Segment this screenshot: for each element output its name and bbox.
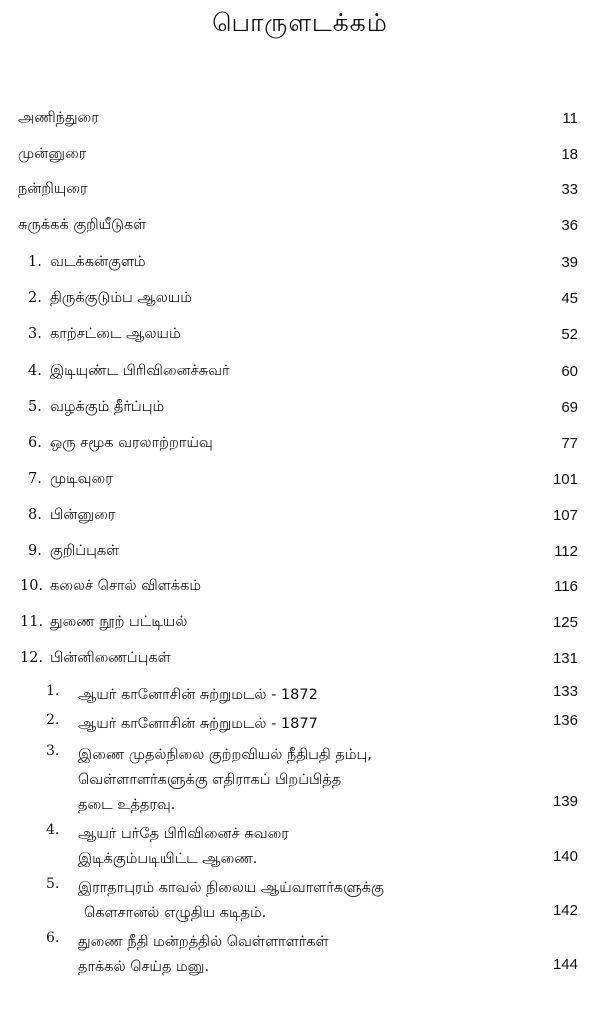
entry-label: வடக்கன்குளம் xyxy=(50,254,146,270)
page-title: பொருளடக்கம் xyxy=(212,8,388,37)
entry-number: 9. xyxy=(28,543,42,559)
appendix-label xyxy=(78,876,384,926)
entry-page: 36 xyxy=(561,217,578,234)
appendix-page: 140 xyxy=(552,848,578,865)
appendix-label xyxy=(78,743,372,818)
appendix-number: 3. xyxy=(46,743,60,759)
appendix-line: கௌசானல் எழுதிய கடிதம். xyxy=(84,905,267,921)
entry-label: நன்றியுரை xyxy=(18,181,88,197)
appendix-line: இணை முதல்நிலை குற்றவியல் நீதிபதி தம்பு, xyxy=(78,747,372,763)
entry-number: 1. xyxy=(28,254,42,270)
appendix-label xyxy=(78,712,318,737)
appendix-line: தடை உத்தரவு. xyxy=(78,797,176,813)
entry-number: 8. xyxy=(28,507,42,523)
appendix-line: ஆயர் கானோசின் சுற்றுமடல் - 1877 xyxy=(78,716,318,732)
entry-number: 10. xyxy=(20,578,44,594)
entry-number: 12. xyxy=(20,650,44,666)
entry-label: முடிவுரை xyxy=(50,471,113,487)
appendix-number: 6. xyxy=(46,930,60,946)
entry-number: 11. xyxy=(20,614,44,630)
entry-number: 7. xyxy=(28,471,42,487)
appendix-page: 136 xyxy=(552,712,578,729)
entry-page: 107 xyxy=(552,507,578,524)
entry-page: 116 xyxy=(554,578,578,595)
entry-number: 5. xyxy=(28,399,42,415)
appendix-label xyxy=(78,683,318,708)
entry-page: 33 xyxy=(561,181,578,198)
entry-number: 6. xyxy=(28,435,42,451)
entry-label: பின்னிணைப்புகள் xyxy=(50,650,171,666)
entry-label: வழக்கும் தீர்ப்பும் xyxy=(50,399,165,415)
entry-number: 3. xyxy=(28,326,42,342)
appendix-line: இடிக்கும்படியிட்ட ஆணை. xyxy=(78,851,258,867)
entry-number: 4. xyxy=(28,363,42,379)
entry-page: 131 xyxy=(552,650,578,667)
entry-label: ஒரு சமூக வரலாற்றாய்வு xyxy=(50,435,213,451)
entry-label: குறிப்புகள் xyxy=(50,543,120,559)
entry-page: 11 xyxy=(562,110,578,127)
appendix-label xyxy=(78,822,289,872)
appendix-page: 133 xyxy=(552,683,578,700)
entry-page: 77 xyxy=(561,435,578,452)
entry-label: அணிந்துரை xyxy=(18,110,99,126)
appendix-line: துணை நீதி மன்றத்தில் வெள்ளாளர்கள் xyxy=(78,934,329,950)
appendix-number: 2. xyxy=(46,712,60,728)
appendix-label xyxy=(78,930,329,980)
appendix-number: 5. xyxy=(46,876,60,892)
appendix-number: 4. xyxy=(46,822,60,838)
appendix-number: 1. xyxy=(46,683,60,699)
entry-label: சுருக்கக் குறியீடுகள் xyxy=(18,217,147,233)
appendix-line: வெள்ளாளர்களுக்கு எதிராகப் பிறப்பித்த xyxy=(78,772,342,788)
entry-label: கலைச் சொல் விளக்கம் xyxy=(50,578,202,594)
entry-page: 101 xyxy=(552,471,578,488)
entry-page: 60 xyxy=(561,363,578,380)
appendix-page: 139 xyxy=(552,793,578,810)
appendix-page: 144 xyxy=(552,956,578,973)
entry-label: திருக்குடும்ப ஆலயம் xyxy=(50,290,192,306)
entry-label: துணை நூற் பட்டியல் xyxy=(50,614,188,630)
appendix-line: இராதாபுரம் காவல் நிலைய ஆய்வாளர்களுக்கு xyxy=(78,880,384,896)
entry-page: 39 xyxy=(561,254,578,271)
entry-page: 125 xyxy=(552,614,578,631)
appendix-page: 142 xyxy=(552,902,578,919)
entry-label: இடியுண்ட பிரிவினைச்சுவர் xyxy=(50,363,230,379)
entry-page: 45 xyxy=(561,290,578,307)
entry-label: பின்னுரை xyxy=(50,507,116,523)
entry-page: 112 xyxy=(554,543,578,560)
appendix-line: தாக்கல் செய்த மனு. xyxy=(78,959,210,975)
entry-label: காற்சட்டை ஆலயம் xyxy=(50,326,181,342)
appendix-line: ஆயர் பர்தே பிரிவினைச் சுவரை xyxy=(78,826,289,842)
entry-page: 69 xyxy=(561,399,578,416)
appendix-line: ஆயர் கானோசின் சுற்றுமடல் - 1872 xyxy=(78,687,318,703)
entry-label: முன்னுரை xyxy=(18,146,87,162)
entry-number: 2. xyxy=(28,290,42,306)
entry-page: 52 xyxy=(561,326,578,343)
entry-page: 18 xyxy=(561,146,578,163)
